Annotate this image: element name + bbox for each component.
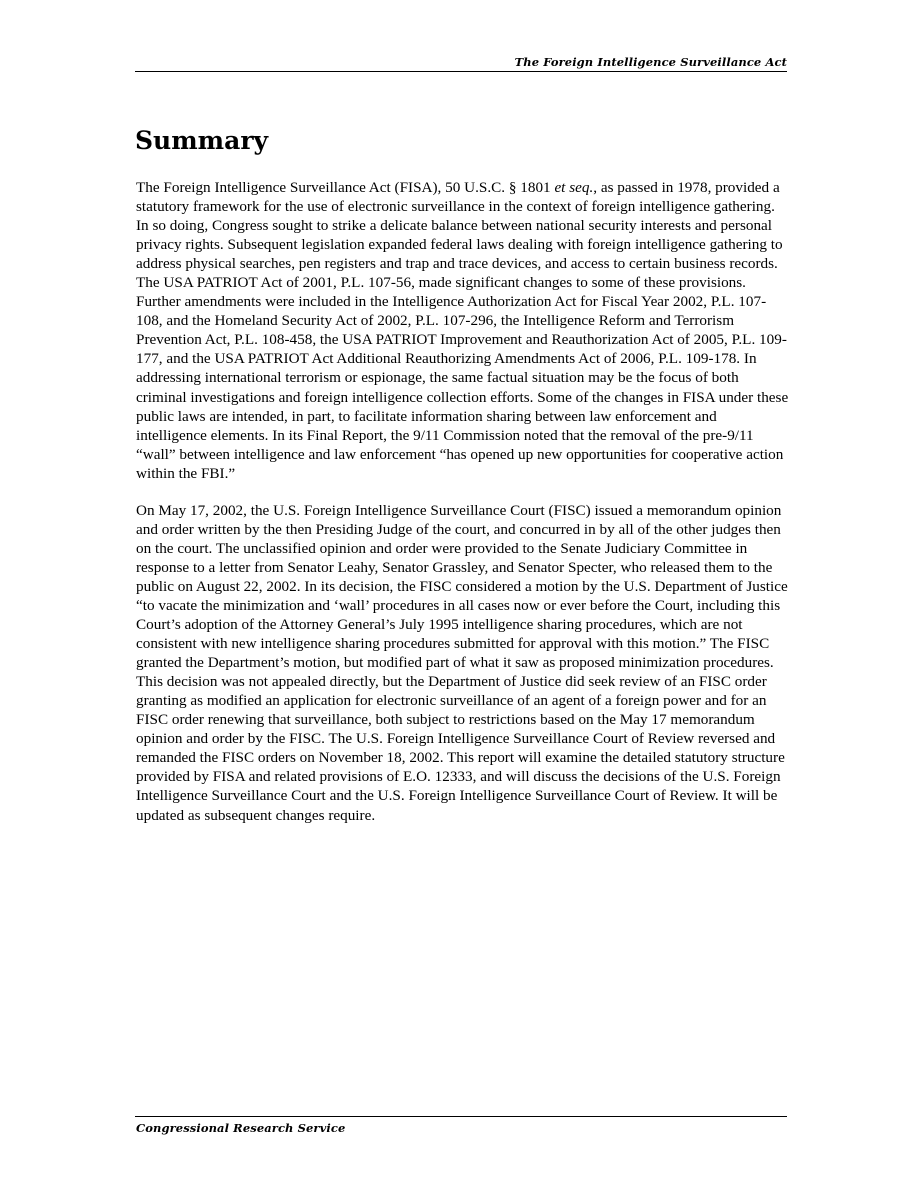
paragraph-1-text-end: , as passed in 1978, provided a statutory framework for the use of electronic surveillance in the context of foreign intelligence gathering. In so doing, Congress sought to strike a delicate balance between national security interests and personal privacy rights. Subsequent legislation expanded federal laws dealing with foreign intelligence gathering to address physical searches, pen registers and trap and trace devices, and access to certain business records. The USA PATRIOT Act of 2001, P.L. 107-56, made significant changes to some of these provisions. Further amendments were included in the Intelligence Authorization Act for Fiscal Year 2002, P.L. 107-108, and the Homeland Security Act of 2002, P.L. 107-296, the Intelligence Reform and Terrorism Prevention Act, P.L. 108-458, the USA PATRIOT Improvement and Reauthorization Act of 2005, P.L. 109-177, and the USA PATRIOT Act Additional Reauthorizing Amendments Act of 2006, P.L. 109-178. In addressing international terrorism or espionage, the same factual situation may be the focus of both criminal investigations and foreign intelligence collection efforts. Some of the changes in FISA under these public laws are intended, in part, to facilitate information sharing between law enforcement and intelligence elements. In its Final Report, the 9/11 Commission noted that the removal of the pre-9/11 “wall” between intelligence and law enforcement “has opened up new opportunities for cooperative action within the FBI.” — [136, 179, 789, 482]
paragraph-1-italic-term: et seq. — [554, 179, 594, 196]
paragraph-1-text-start: The Foreign Intelligence Surveillance Act (FISA), 50 U.S.C. § 1801 — [136, 179, 555, 196]
page-title: Summary — [135, 126, 269, 155]
summary-body — [136, 178, 791, 843]
header-divider — [135, 71, 787, 72]
summary-paragraph-2: On May 17, 2002, the U.S. Foreign Intelligence Surveillance Court (FISC) issued a memorandum opinion and order written by the then Presiding Judge of the court, and concurred in by all of the other judges then on the court. The unclassified opinion and order were provided to the Senate Judiciary Committee in response to a letter from Senator Leahy, Senator Grassley, and Senator Specter, who released them to the public on August 22, 2002. In its decision, the FISC considered a motion by the U.S. Department of Justice “to vacate the minimization and ‘wall’ procedures in all cases now or ever before the Court, including this Court’s adoption of the Attorney General’s July 1995 intelligence sharing procedures, which are not consistent with new intelligence sharing procedures submitted for approval with this motion.” The FISC granted the Department’s motion, but modified part of what it saw as proposed minimization procedures. This decision was not appealed directly, but the Department of Justice did seek review of an FISC order granting as modified an application for electronic surveillance of an agent of a foreign power and for an FISC order renewing that surveillance, both subject to restrictions based on the May 17 memorandum opinion and order by the FISC. The U.S. Foreign Intelligence Surveillance Court of Review reversed and remanded the FISC orders on November 18, 2002. This report will examine the detailed statutory structure provided by FISA and related provisions of E.O. 12333, and will discuss the decisions of the U.S. Foreign Intelligence Surveillance Court and the U.S. Foreign Intelligence Surveillance Court of Review. It will be updated as subsequent changes require. — [136, 501, 788, 824]
running-header: The Foreign Intelligence Surveillance Act — [514, 55, 787, 69]
running-footer: Congressional Research Service — [136, 1121, 346, 1135]
summary-paragraph-1 — [136, 178, 791, 483]
footer-divider — [135, 1116, 787, 1117]
